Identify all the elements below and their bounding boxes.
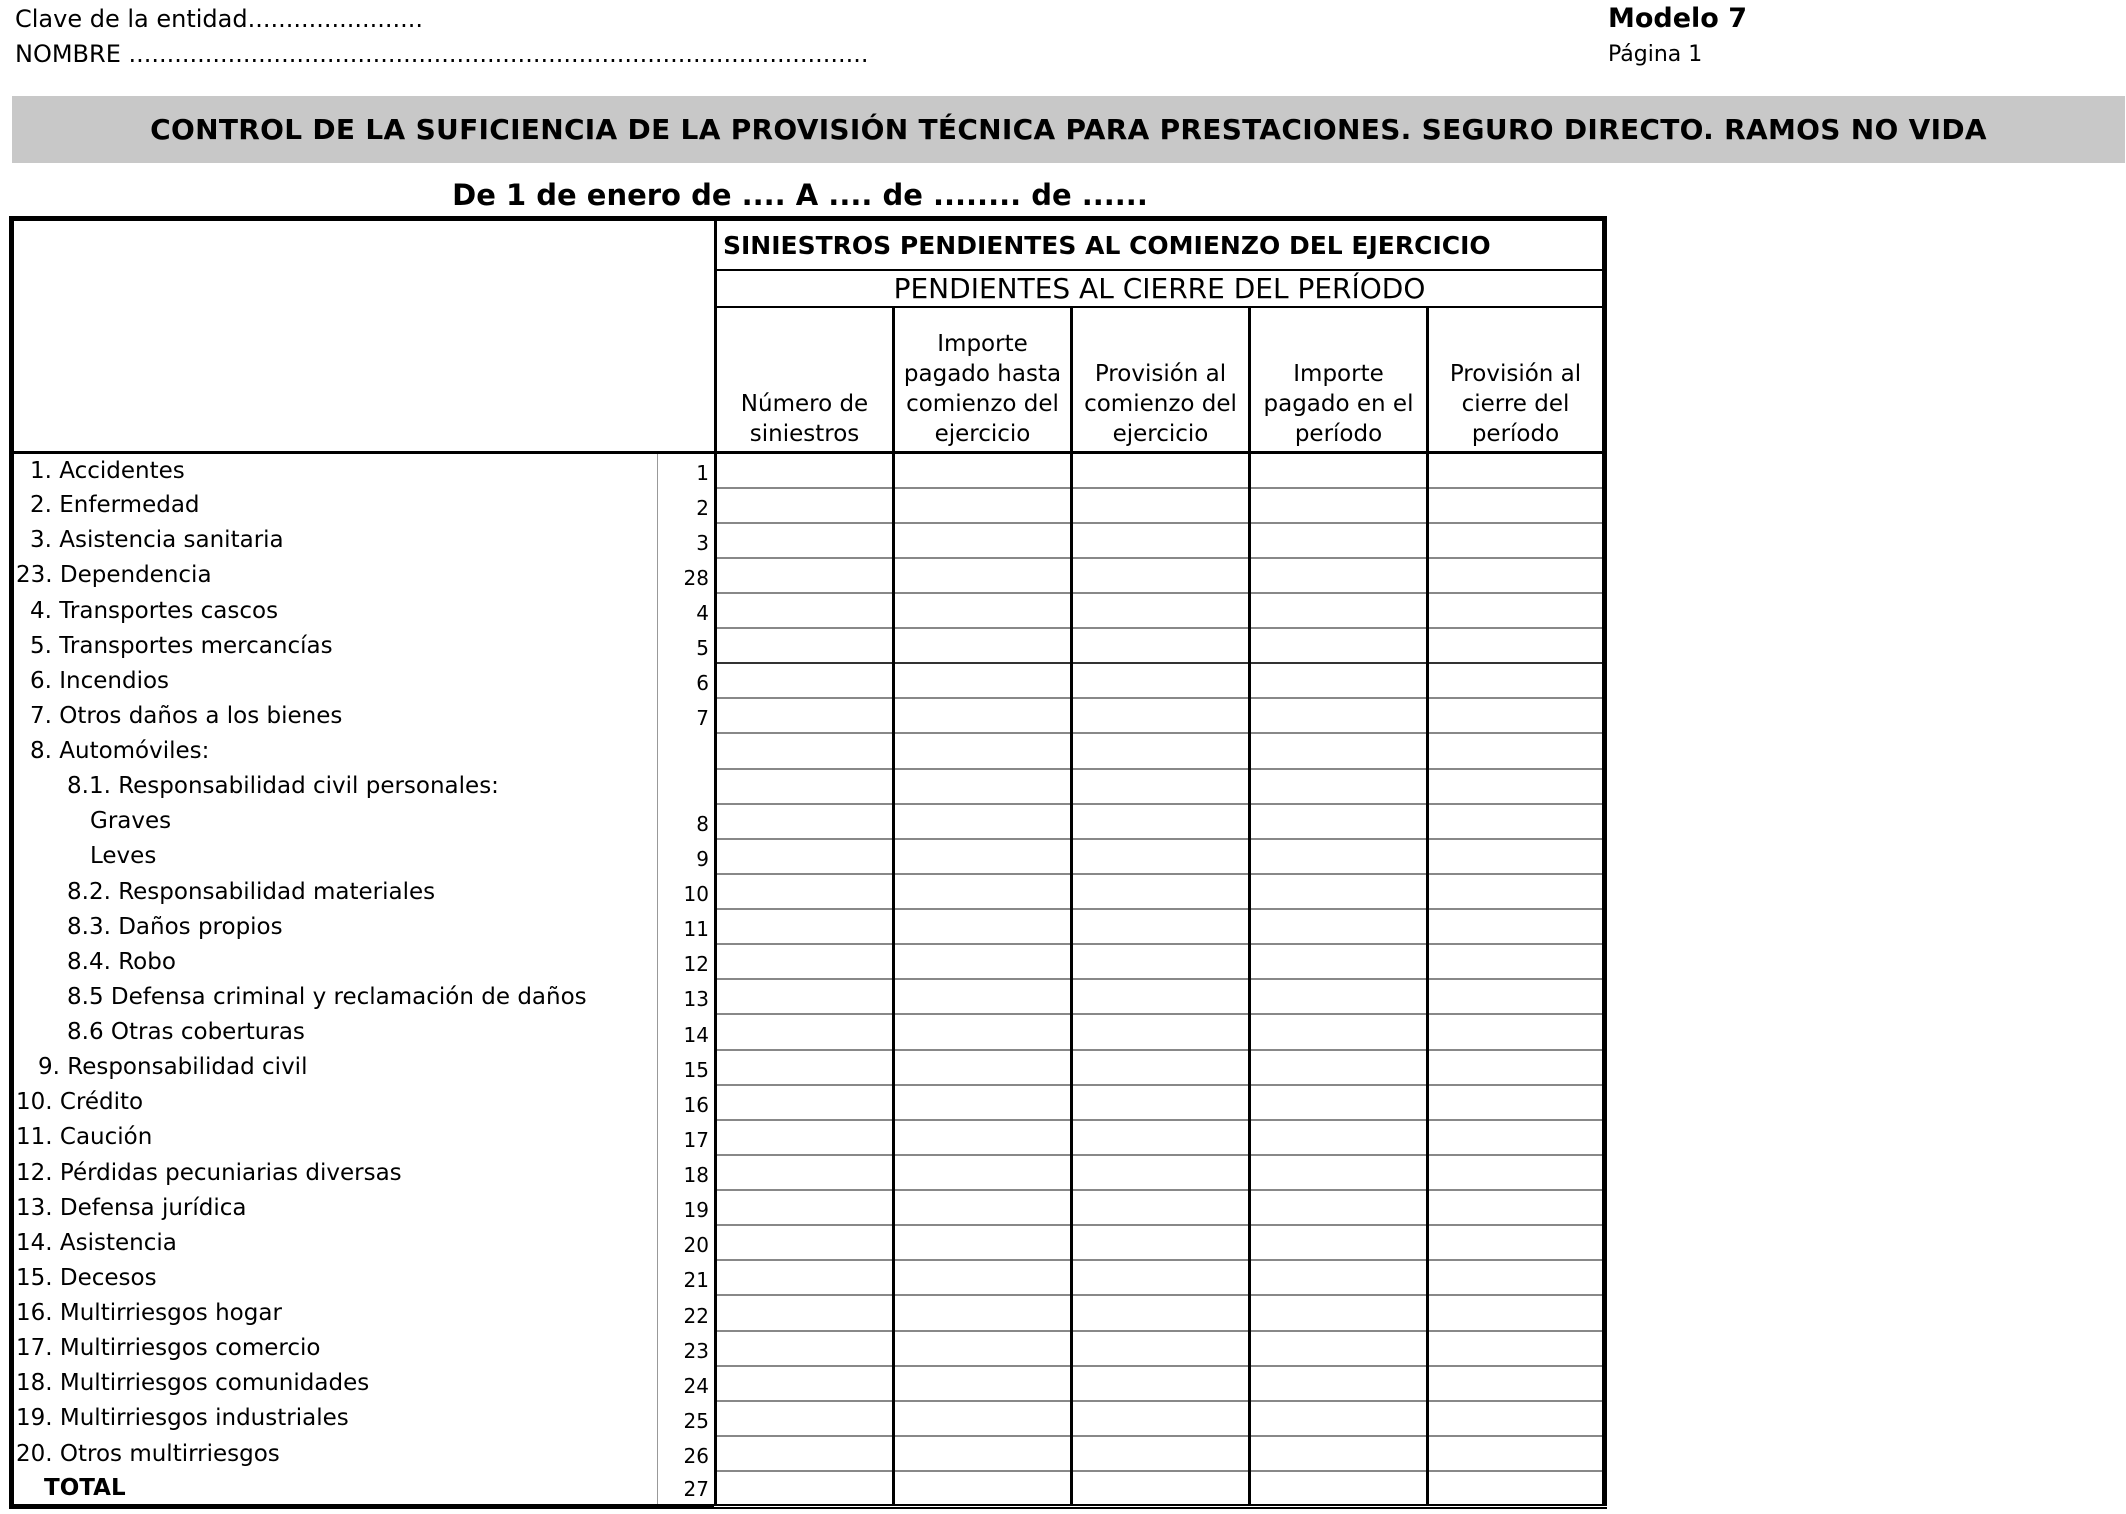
row-code: 27 <box>658 1471 716 1506</box>
input-cell-provision-cierre[interactable] <box>1428 874 1605 909</box>
row-code: 16 <box>658 1085 716 1120</box>
row-code: 15 <box>658 1050 716 1085</box>
input-cell-provision-comienzo[interactable] <box>1072 488 1250 523</box>
row-code: 28 <box>658 558 716 593</box>
input-cell-provision-cierre[interactable] <box>1428 1225 1605 1260</box>
input-cell-provision-comienzo[interactable] <box>1072 1225 1250 1260</box>
input-cell-provision-cierre[interactable] <box>1428 1260 1605 1295</box>
row-code: 18 <box>658 1155 716 1190</box>
input-cell-importe-pagado-hasta[interactable] <box>894 1401 1072 1436</box>
input-cell-numero[interactable] <box>716 804 894 839</box>
input-cell-provision-comienzo[interactable] <box>1072 874 1250 909</box>
input-cell-provision-cierre[interactable] <box>1428 909 1605 944</box>
input-cell-provision-comienzo[interactable] <box>1072 1050 1250 1085</box>
row-label: 19. Multirriesgos industriales <box>16 1405 349 1432</box>
row-label: 8.6 Otras coberturas <box>67 1019 305 1046</box>
input-cell-provision-cierre[interactable] <box>1428 1120 1605 1155</box>
input-cell-provision-cierre[interactable] <box>1428 839 1605 874</box>
input-cell-importe-pagado-hasta[interactable] <box>894 909 1072 944</box>
table-row <box>12 523 1605 558</box>
row-label: 2. Enfermedad <box>30 492 200 519</box>
input-cell-importe-pagado-periodo[interactable] <box>1250 839 1428 874</box>
input-cell-importe-pagado-periodo[interactable] <box>1250 593 1428 628</box>
table-row <box>12 452 1605 487</box>
input-cell-numero[interactable] <box>716 1014 894 1049</box>
input-cell-provision-comienzo[interactable] <box>1072 1155 1250 1190</box>
row-code: 26 <box>658 1436 716 1471</box>
row-code: 23 <box>658 1331 716 1366</box>
table-row <box>12 979 1605 1014</box>
row-label: 7. Otros daños a los bienes <box>30 702 343 729</box>
column-header-importe-pagado-periodo: Importe pagado en el período <box>1250 307 1428 453</box>
table-row <box>12 1436 1605 1471</box>
table-row <box>12 1050 1605 1085</box>
input-cell-importe-pagado-hasta[interactable] <box>894 944 1072 979</box>
input-cell-numero[interactable] <box>716 839 894 874</box>
input-cell-importe-pagado-periodo[interactable] <box>1250 698 1428 733</box>
input-cell-importe-pagado-periodo[interactable] <box>1250 769 1428 804</box>
input-cell-provision-cierre[interactable] <box>1428 944 1605 979</box>
input-cell-importe-pagado-periodo[interactable] <box>1250 804 1428 839</box>
input-cell-importe-pagado-hasta[interactable] <box>894 769 1072 804</box>
table-row <box>12 1295 1605 1330</box>
input-cell-importe-pagado-hasta[interactable] <box>894 979 1072 1014</box>
input-cell-provision-cierre[interactable] <box>1428 1155 1605 1190</box>
input-cell-provision-cierre[interactable] <box>1428 1331 1605 1366</box>
input-cell-importe-pagado-hasta[interactable] <box>894 1331 1072 1366</box>
table-row <box>12 488 1605 523</box>
input-cell-importe-pagado-hasta[interactable] <box>894 523 1072 558</box>
input-cell-numero[interactable] <box>716 1190 894 1225</box>
input-cell-importe-pagado-periodo[interactable] <box>1250 558 1428 593</box>
input-cell-importe-pagado-periodo[interactable] <box>1250 1260 1428 1295</box>
input-cell-numero[interactable] <box>716 1436 894 1471</box>
input-cell-importe-pagado-periodo[interactable] <box>1250 1401 1428 1436</box>
row-label: Graves <box>90 808 172 835</box>
input-cell-provision-cierre[interactable] <box>1428 1190 1605 1225</box>
table-row <box>12 1331 1605 1366</box>
row-code: 13 <box>658 979 716 1014</box>
input-cell-importe-pagado-periodo[interactable] <box>1250 1295 1428 1330</box>
table-row <box>12 558 1605 593</box>
row-label: 3. Asistencia sanitaria <box>30 527 284 554</box>
input-cell-provision-comienzo[interactable] <box>1072 1120 1250 1155</box>
input-cell-provision-cierre[interactable] <box>1428 1050 1605 1085</box>
row-code: 14 <box>658 1014 716 1049</box>
table-row <box>12 1401 1605 1436</box>
column-header-provision-comienzo: Provisión al comienzo del ejercicio <box>1072 307 1250 453</box>
column-header-provision-cierre: Provisión al cierre del período <box>1428 307 1605 453</box>
row-code: 8 <box>658 804 716 839</box>
row-code: 24 <box>658 1366 716 1401</box>
input-cell-numero[interactable] <box>716 874 894 909</box>
row-label: 9. Responsabilidad civil <box>38 1054 308 1081</box>
input-cell-provision-comienzo[interactable] <box>1072 1331 1250 1366</box>
input-cell-provision-comienzo[interactable] <box>1072 698 1250 733</box>
input-cell-numero[interactable] <box>716 1120 894 1155</box>
input-cell-numero[interactable] <box>716 1295 894 1330</box>
row-label: 13. Defensa jurídica <box>16 1194 247 1221</box>
row-code: 7 <box>658 698 716 733</box>
row-label: 4. Transportes cascos <box>30 597 279 624</box>
input-cell-importe-pagado-hasta[interactable] <box>894 1260 1072 1295</box>
input-cell-numero[interactable] <box>716 698 894 733</box>
title-banner <box>12 96 2125 163</box>
table-row <box>12 1120 1605 1155</box>
input-cell-provision-cierre[interactable] <box>1428 523 1605 558</box>
group-heading: SINIESTROS PENDIENTES AL COMIENZO DEL EJERCICIO <box>716 219 1605 271</box>
input-cell-importe-pagado-hasta[interactable] <box>894 804 1072 839</box>
input-cell-numero[interactable] <box>716 769 894 804</box>
input-cell-importe-pagado-hasta[interactable] <box>894 733 1072 768</box>
row-code: 11 <box>658 909 716 944</box>
input-cell-provision-comienzo[interactable] <box>1072 1014 1250 1049</box>
input-cell-numero[interactable] <box>716 1225 894 1260</box>
row-label: 5. Transportes mercancías <box>30 632 333 659</box>
row-label: 8.5 Defensa criminal y reclamación de daños <box>67 983 587 1010</box>
input-cell-importe-pagado-hasta[interactable] <box>894 663 1072 698</box>
input-cell-provision-cierre[interactable] <box>1428 1295 1605 1330</box>
input-cell-importe-pagado-periodo[interactable] <box>1250 1225 1428 1260</box>
input-cell-provision-comienzo[interactable] <box>1072 1401 1250 1436</box>
input-cell-provision-cierre[interactable] <box>1428 593 1605 628</box>
input-cell-importe-pagado-periodo[interactable] <box>1250 733 1428 768</box>
claims-table <box>9 216 1607 1509</box>
input-cell-importe-pagado-hasta[interactable] <box>894 874 1072 909</box>
pagina-label: Página 1 <box>1608 42 1703 67</box>
row-label: 17. Multirriesgos comercio <box>16 1335 321 1362</box>
input-cell-provision-comienzo[interactable] <box>1072 593 1250 628</box>
input-cell-provision-comienzo[interactable] <box>1072 1085 1250 1120</box>
input-cell-importe-pagado-periodo[interactable] <box>1250 663 1428 698</box>
input-cell-provision-cierre[interactable] <box>1428 1401 1605 1436</box>
input-cell-numero[interactable] <box>716 1085 894 1120</box>
row-code: 21 <box>658 1260 716 1295</box>
table-row <box>12 698 1605 733</box>
row-label: 23. Dependencia <box>16 562 212 589</box>
table-row <box>12 733 1605 768</box>
input-cell-importe-pagado-hasta[interactable] <box>894 1471 1072 1506</box>
input-cell-importe-pagado-periodo[interactable] <box>1250 1366 1428 1401</box>
input-cell-numero[interactable] <box>716 944 894 979</box>
input-cell-importe-pagado-hasta[interactable] <box>894 839 1072 874</box>
input-cell-numero[interactable] <box>716 663 894 698</box>
input-cell-provision-comienzo[interactable] <box>1072 1366 1250 1401</box>
input-cell-importe-pagado-periodo[interactable] <box>1250 1085 1428 1120</box>
input-cell-provision-comienzo[interactable] <box>1072 452 1250 487</box>
table-row <box>12 1014 1605 1049</box>
row-label: 8.2. Responsabilidad materiales <box>67 878 436 905</box>
input-cell-numero[interactable] <box>716 1366 894 1401</box>
input-cell-importe-pagado-hasta[interactable] <box>894 1225 1072 1260</box>
input-cell-provision-cierre[interactable] <box>1428 663 1605 698</box>
row-label: 8. Automóviles: <box>30 738 210 765</box>
table-row <box>12 944 1605 979</box>
table-row <box>12 593 1605 628</box>
input-cell-importe-pagado-periodo[interactable] <box>1250 909 1428 944</box>
input-cell-provision-cierre[interactable] <box>1428 1085 1605 1120</box>
subgroup-heading: PENDIENTES AL CIERRE DEL PERÍODO <box>716 270 1605 306</box>
input-cell-provision-cierre[interactable] <box>1428 1471 1605 1506</box>
input-cell-importe-pagado-periodo[interactable] <box>1250 1436 1428 1471</box>
row-code: 3 <box>658 523 716 558</box>
input-cell-importe-pagado-periodo[interactable] <box>1250 488 1428 523</box>
input-cell-numero[interactable] <box>716 909 894 944</box>
column-header-importe-pagado-hasta: Importe pagado hasta comienzo del ejercicio <box>894 307 1072 453</box>
input-cell-importe-pagado-hasta[interactable] <box>894 1295 1072 1330</box>
input-cell-provision-cierre[interactable] <box>1428 698 1605 733</box>
input-cell-numero[interactable] <box>716 523 894 558</box>
input-cell-provision-comienzo[interactable] <box>1072 909 1250 944</box>
row-code: 19 <box>658 1190 716 1225</box>
table-row <box>12 1366 1605 1401</box>
input-cell-importe-pagado-hasta[interactable] <box>894 1050 1072 1085</box>
input-cell-provision-comienzo[interactable] <box>1072 1295 1250 1330</box>
input-cell-importe-pagado-hasta[interactable] <box>894 698 1072 733</box>
table-row <box>12 874 1605 909</box>
input-cell-importe-pagado-hasta[interactable] <box>894 1366 1072 1401</box>
input-cell-provision-comienzo[interactable] <box>1072 1260 1250 1295</box>
nombre-label: NOMBRE ................................................................................................. <box>15 40 869 68</box>
input-cell-provision-cierre[interactable] <box>1428 1014 1605 1049</box>
modelo-label: Modelo 7 <box>1608 3 1748 34</box>
input-cell-numero[interactable] <box>716 979 894 1014</box>
row-code: 9 <box>658 839 716 874</box>
row-code: 20 <box>658 1225 716 1260</box>
input-cell-importe-pagado-hasta[interactable] <box>894 1436 1072 1471</box>
input-cell-importe-pagado-periodo[interactable] <box>1250 452 1428 487</box>
input-cell-provision-comienzo[interactable] <box>1072 769 1250 804</box>
row-label: 11. Caución <box>16 1124 153 1151</box>
input-cell-provision-comienzo[interactable] <box>1072 944 1250 979</box>
row-label: 8.1. Responsabilidad civil personales: <box>67 773 499 800</box>
column-header-numero: Número de siniestros <box>716 307 894 453</box>
input-cell-provision-cierre[interactable] <box>1428 979 1605 1014</box>
clave-entidad-label: Clave de la entidad....................... <box>15 5 424 33</box>
input-cell-provision-comienzo[interactable] <box>1072 1436 1250 1471</box>
input-cell-importe-pagado-hasta[interactable] <box>894 1014 1072 1049</box>
table-row <box>12 1471 1605 1506</box>
input-cell-importe-pagado-periodo[interactable] <box>1250 1190 1428 1225</box>
row-label: 6. Incendios <box>30 667 170 694</box>
table-row <box>12 663 1605 698</box>
input-cell-importe-pagado-hasta[interactable] <box>894 1120 1072 1155</box>
row-code: 25 <box>658 1401 716 1436</box>
row-code: 5 <box>658 628 716 663</box>
input-cell-importe-pagado-hasta[interactable] <box>894 1190 1072 1225</box>
input-cell-numero[interactable] <box>716 733 894 768</box>
input-cell-numero[interactable] <box>716 1155 894 1190</box>
input-cell-provision-comienzo[interactable] <box>1072 663 1250 698</box>
row-code: 12 <box>658 944 716 979</box>
table-row <box>12 769 1605 804</box>
input-cell-numero[interactable] <box>716 628 894 663</box>
input-cell-importe-pagado-hasta[interactable] <box>894 1155 1072 1190</box>
table-row <box>12 804 1605 839</box>
row-code: 1 <box>658 452 716 487</box>
input-cell-provision-comienzo[interactable] <box>1072 558 1250 593</box>
input-cell-importe-pagado-periodo[interactable] <box>1250 1471 1428 1506</box>
input-cell-numero[interactable] <box>716 558 894 593</box>
input-cell-provision-cierre[interactable] <box>1428 804 1605 839</box>
input-cell-numero[interactable] <box>716 593 894 628</box>
row-label: 8.3. Daños propios <box>67 913 283 940</box>
row-label: Leves <box>90 843 157 870</box>
row-label: TOTAL <box>44 1474 126 1501</box>
row-code: 2 <box>658 488 716 523</box>
row-label: 14. Asistencia <box>16 1229 177 1256</box>
input-cell-numero[interactable] <box>716 1401 894 1436</box>
row-label: 20. Otros multirriesgos <box>16 1440 280 1467</box>
input-cell-importe-pagado-periodo[interactable] <box>1250 1014 1428 1049</box>
input-cell-provision-cierre[interactable] <box>1428 488 1605 523</box>
table-row <box>12 1155 1605 1190</box>
input-cell-importe-pagado-hasta[interactable] <box>894 558 1072 593</box>
input-cell-importe-pagado-periodo[interactable] <box>1250 523 1428 558</box>
row-code: 17 <box>658 1120 716 1155</box>
row-code: 10 <box>658 874 716 909</box>
input-cell-provision-comienzo[interactable] <box>1072 804 1250 839</box>
row-code <box>658 769 716 804</box>
input-cell-numero[interactable] <box>716 488 894 523</box>
input-cell-importe-pagado-periodo[interactable] <box>1250 1331 1428 1366</box>
input-cell-importe-pagado-periodo[interactable] <box>1250 628 1428 663</box>
input-cell-provision-cierre[interactable] <box>1428 628 1605 663</box>
row-code: 4 <box>658 593 716 628</box>
input-cell-provision-comienzo[interactable] <box>1072 523 1250 558</box>
input-cell-numero[interactable] <box>716 1471 894 1506</box>
table-row <box>12 1190 1605 1225</box>
table-row <box>12 628 1605 663</box>
table-row <box>12 839 1605 874</box>
input-cell-numero[interactable] <box>716 1331 894 1366</box>
input-cell-importe-pagado-hasta[interactable] <box>894 488 1072 523</box>
input-cell-importe-pagado-hasta[interactable] <box>894 1085 1072 1120</box>
input-cell-importe-pagado-periodo[interactable] <box>1250 1120 1428 1155</box>
input-cell-importe-pagado-periodo[interactable] <box>1250 1155 1428 1190</box>
form-title: CONTROL DE LA SUFICIENCIA DE LA PROVISIÓN TÉCNICA PARA PRESTACIONES. SEGURO DIRECTO. RAMOS NO VIDA <box>150 113 1987 146</box>
input-cell-provision-comienzo[interactable] <box>1072 628 1250 663</box>
table-row <box>12 909 1605 944</box>
table-row <box>12 1260 1605 1295</box>
row-label: 18. Multirriesgos comunidades <box>16 1370 370 1397</box>
input-cell-numero[interactable] <box>716 1260 894 1295</box>
input-cell-provision-comienzo[interactable] <box>1072 1190 1250 1225</box>
period-line: De 1 de enero de .... A .... de ........ de ...... <box>452 178 1148 212</box>
table-row <box>12 1085 1605 1120</box>
row-label: 8.4. Robo <box>67 948 176 975</box>
input-cell-importe-pagado-hasta[interactable] <box>894 593 1072 628</box>
input-cell-importe-pagado-periodo[interactable] <box>1250 979 1428 1014</box>
input-cell-importe-pagado-hasta[interactable] <box>894 452 1072 487</box>
header-corner <box>12 219 716 453</box>
row-label: 16. Multirriesgos hogar <box>16 1300 282 1327</box>
input-cell-provision-cierre[interactable] <box>1428 1436 1605 1471</box>
row-label: 10. Crédito <box>16 1089 144 1116</box>
input-cell-importe-pagado-hasta[interactable] <box>894 628 1072 663</box>
input-cell-numero[interactable] <box>716 452 894 487</box>
input-cell-provision-comienzo[interactable] <box>1072 839 1250 874</box>
input-cell-provision-cierre[interactable] <box>1428 558 1605 593</box>
input-cell-importe-pagado-periodo[interactable] <box>1250 874 1428 909</box>
input-cell-provision-cierre[interactable] <box>1428 733 1605 768</box>
row-code: 6 <box>658 663 716 698</box>
input-cell-provision-cierre[interactable] <box>1428 769 1605 804</box>
input-cell-provision-comienzo[interactable] <box>1072 733 1250 768</box>
input-cell-provision-comienzo[interactable] <box>1072 979 1250 1014</box>
input-cell-provision-cierre[interactable] <box>1428 1366 1605 1401</box>
input-cell-provision-comienzo[interactable] <box>1072 1471 1250 1506</box>
row-label: 15. Decesos <box>16 1264 157 1291</box>
input-cell-provision-cierre[interactable] <box>1428 452 1605 487</box>
input-cell-numero[interactable] <box>716 1050 894 1085</box>
input-cell-importe-pagado-periodo[interactable] <box>1250 944 1428 979</box>
row-code <box>658 733 716 768</box>
table-row <box>12 1225 1605 1260</box>
input-cell-importe-pagado-periodo[interactable] <box>1250 1050 1428 1085</box>
row-code: 22 <box>658 1295 716 1330</box>
row-label: 1. Accidentes <box>30 457 185 484</box>
row-label: 12. Pérdidas pecuniarias diversas <box>16 1159 402 1186</box>
